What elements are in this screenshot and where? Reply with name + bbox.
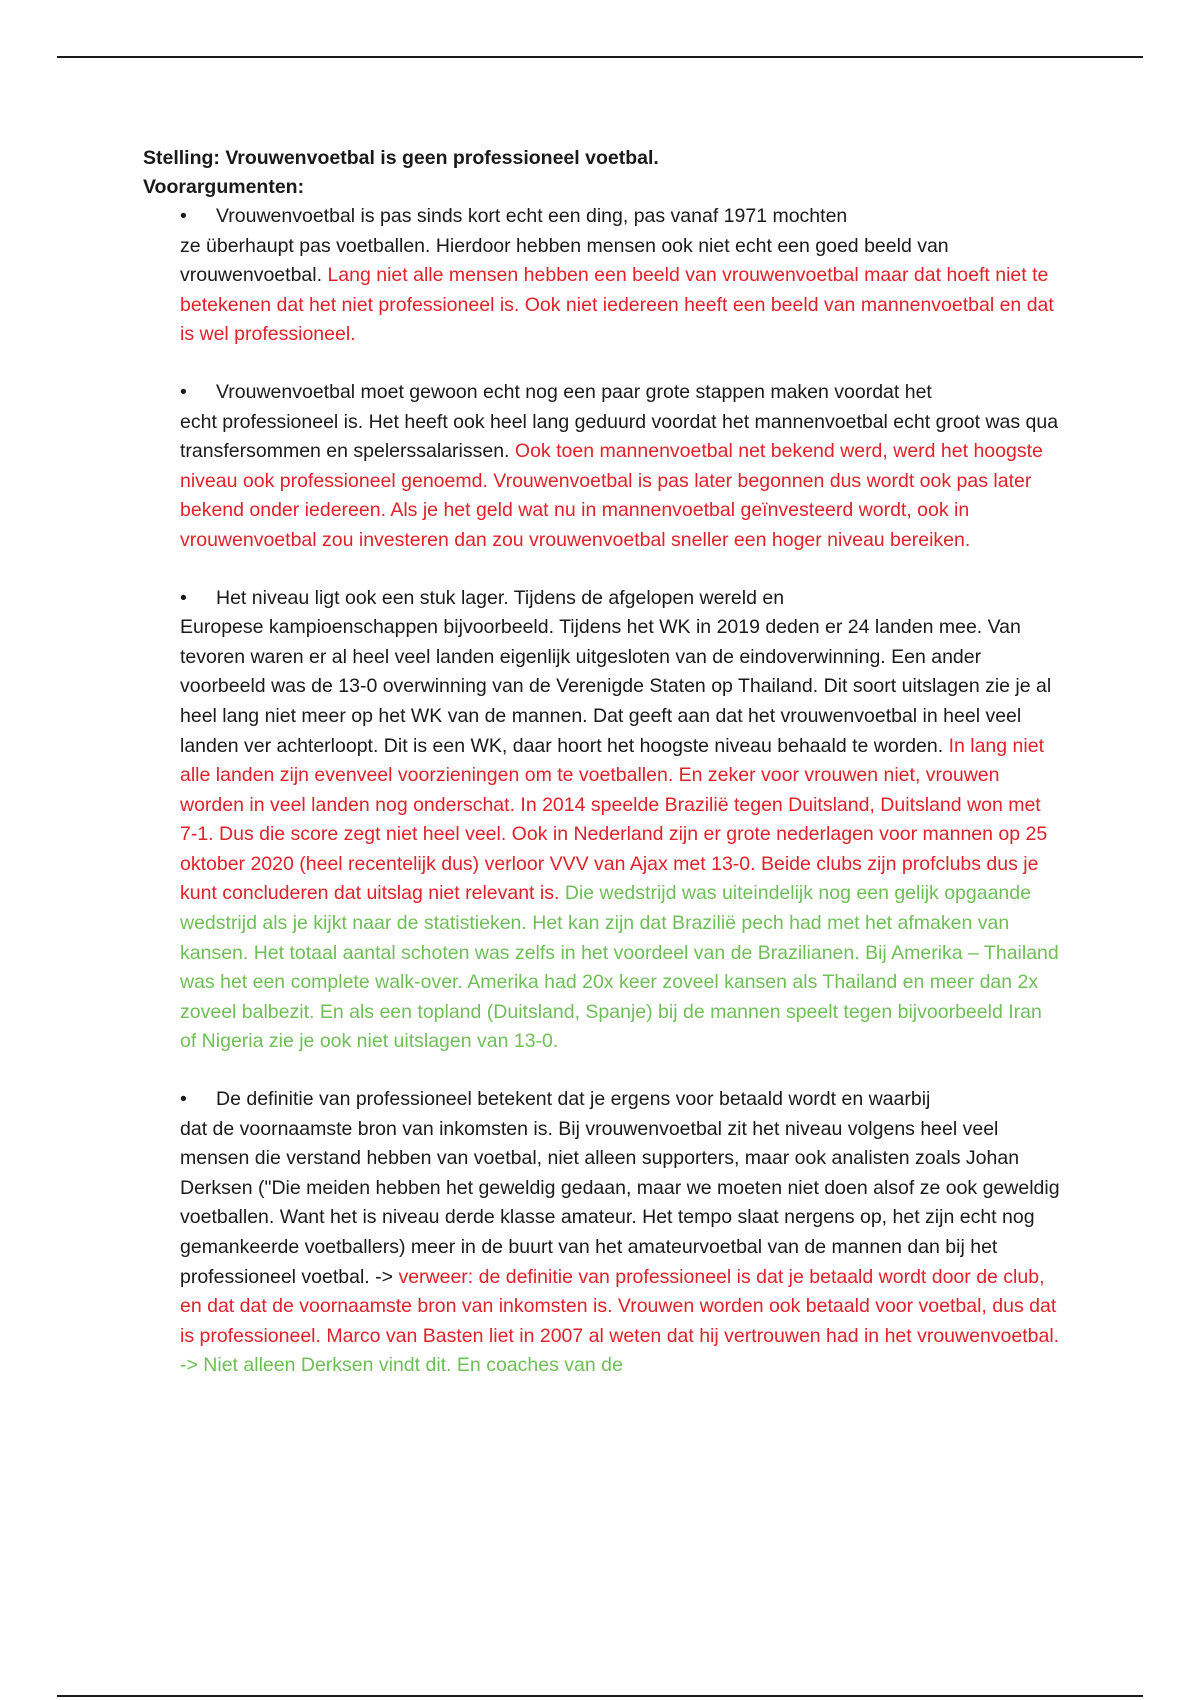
argument-text: ze überhaupt pas voetballen. Hierdoor hebben mensen ook niet echt een goed beeld van vrouwenvoetbal. (180, 234, 949, 287)
counter-argument-text: verweer: de definitie van professioneel is dat je betaald wordt door de club, en dat dat de voornaamste bron van inkomsten is. Vrouwen worden ook betaald voor voetbal, dus dat is professioneel. Marco van Basten liet in 2007 al weten dat hij vertrouwen had in het vrouwenvoetbal. (180, 1265, 1060, 1347)
footer-rule (57, 1695, 1143, 1697)
argument-text: Europese kampioenschappen bijvoorbeeld. Tijdens het WK in 2019 deden er 24 landen mee. Van tevoren waren er al heel veel landen eigenlijk uitgesloten van de eindoverwinning. Een ander voorbeeld was de 13-0 overwinning van de Verenigde Staten op Thailand. Dit soort uitslagen zie je al heel lang niet meer op het WK van de mannen. Dat geeft aan dat het vrouwenvoetbal in heel veel landen ver achterloopt. Dit is een WK, daar hoort het hoogste niveau behaald te worden. (180, 616, 1052, 757)
argument-first-line: Vrouwenvoetbal moet gewoon echt nog een paar grote stappen maken voordat het (216, 380, 932, 403)
section-heading: Voorargumenten: (143, 176, 305, 198)
document-body (143, 144, 1063, 1409)
rebuttal-text: -> Niet alleen Derksen vindt dit. En coaches van de (180, 1354, 623, 1377)
argument-item (143, 584, 1063, 1058)
bullet-icon: • (180, 380, 187, 403)
argument-text: echt professioneel is. Het heeft ook heel lang geduurd voordat het mannenvoetbal echt groot was qua transfersommen en spelerssalarissen. (180, 410, 1059, 463)
bullet-icon: • (180, 1088, 187, 1111)
argument-first-line: Vrouwenvoetbal is pas sinds kort echt een ding, pas vanaf 1971 mochten (216, 205, 848, 227)
argument-text: dat de voornaamste bron van inkomsten is. Bij vrouwenvoetbal zit het niveau volgens heel veel mensen die verstand hebben van voetbal, niet alleen supporters, maar ook analisten zoals Johan Derksen ("Die meiden hebben het geweldig gedaan, maar we moeten niet doen alsof ze ook geweldig voetballen. Want het is niveau derde klasse amateur. Het tempo slaat nergens op, het zijn echt nog gemankeerde voetballers) meer in de buurt van het amateurvoetbal van de mannen dan bij het professioneel voetbal. -> (180, 1117, 1060, 1288)
argument-first-line: De definitie van professioneel betekent dat je ergens voor betaald wordt en waarbij (216, 1088, 931, 1111)
counter-argument-text: Ook toen mannenvoetbal net bekend werd, werd het hoogste niveau ook professioneel genoemd. Vrouwenvoetbal is pas later begonnen dus wordt ook pas later bekend onder iedereen. Als je het geld wat nu in mannenvoetbal geïnvesteerd wordt, ook in vrouwenvoetbal zou investeren dan zou vrouwenvoetbal sneller een hoger niveau bereiken. (180, 440, 1043, 551)
argument-first-line: Het niveau ligt ook een stuk lager. Tijdens de afgelopen wereld en (216, 586, 785, 609)
argument-item (143, 378, 1063, 556)
counter-argument-text: In lang niet alle landen zijn evenveel voorzieningen om te voetballen. En zeker voor vrouwen niet, vrouwen worden in veel landen nog onderschat. In 2014 speelde Brazilië tegen Duitsland, Duitsland won met 7-1. Dus die score zegt niet heel veel. Ook in Nederland zijn er grote nederlagen voor mannen op 25 oktober 2020 (heel recentelijk dus) verloor VVV van Ajax met 13-0. Beide clubs zijn profclubs dus je kunt concluderen dat uitslag niet relevant is. (180, 734, 1048, 905)
argument-list (143, 202, 1063, 1381)
argument-item (143, 202, 1063, 350)
bullet-icon: • (180, 586, 187, 609)
bullet-icon: • (180, 205, 187, 227)
counter-argument-text: Lang niet alle mensen hebben een beeld van vrouwenvoetbal maar dat hoeft niet te betekenen dat het niet professioneel is. Ook niet iedereen heeft een beeld van mannenvoetbal en dat is wel professioneel. (180, 264, 1054, 346)
header-rule (57, 56, 1143, 58)
argument-item (143, 1085, 1063, 1381)
thesis-heading: Stelling: Vrouwenvoetbal is geen professioneel voetbal. (143, 147, 659, 169)
rebuttal-text: Die wedstrijd was uiteindelijk nog een gelijk opgaande wedstrijd als je kijkt naar de statistieken. Het kan zijn dat Brazilië pech had met het afmaken van kansen. Het totaal aantal schoten was zelfs in het voordeel van de Brazilianen. Bij Amerika – Thailand was het een complete walk-over. Amerika had 20x keer zoveel kansen als Thailand en meer dan 2x zoveel balbezit. En als een topland (Duitsland, Spanje) bij de mannen speelt tegen bijvoorbeeld Iran of Nigeria zie je ook niet uitslagen van 13-0. (180, 882, 1059, 1053)
